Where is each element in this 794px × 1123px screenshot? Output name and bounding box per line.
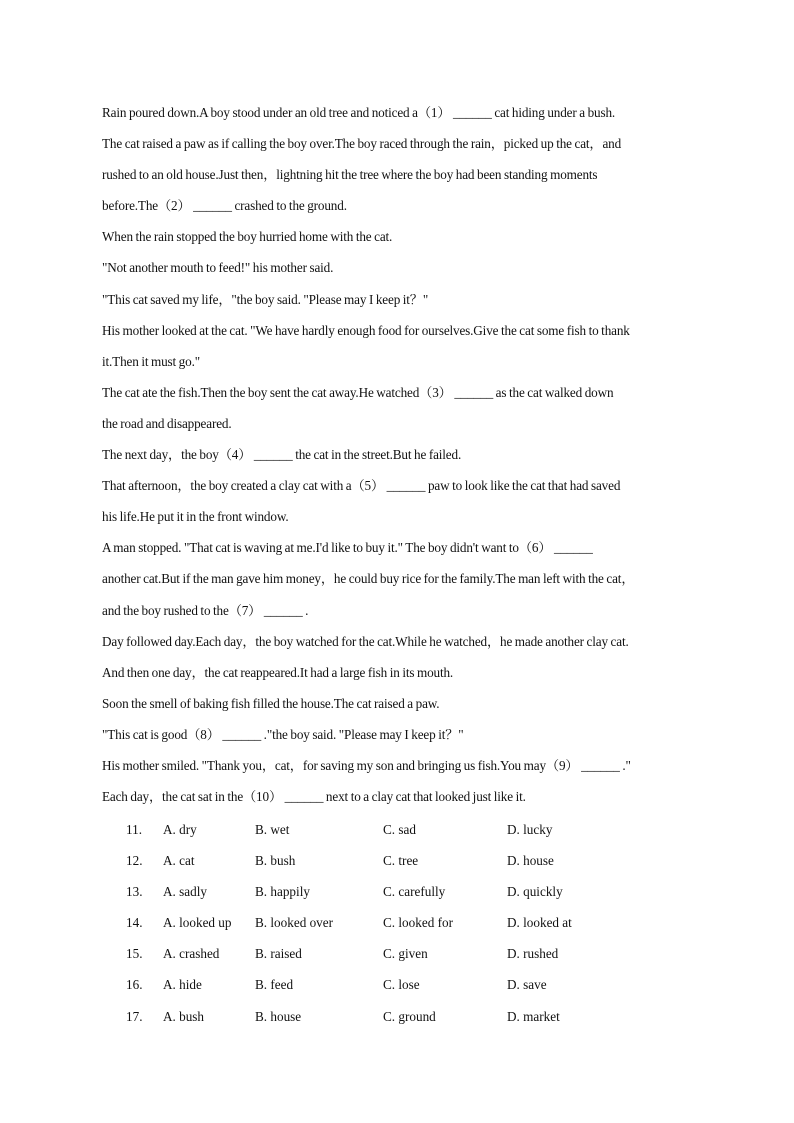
passage-line: his life.He put it in the front window. [102, 509, 289, 525]
passage-line: before.The（2） ______ crashed to the ground. [102, 198, 347, 214]
passage-line: Day followed day.Each day，the boy watched for the cat.While he watched，he made another clay cat. [102, 633, 629, 649]
question-row [126, 850, 726, 881]
option-a: A. sadly [163, 884, 207, 900]
question-number: 16. [126, 977, 143, 993]
question-number: 14. [126, 915, 143, 931]
option-a: A. bush [163, 1008, 205, 1024]
option-c: C. lose [383, 977, 420, 993]
question-number: 12. [126, 853, 143, 869]
passage-line: Soon the smell of baking fish filled the house.The cat raised a paw. [102, 695, 440, 711]
option-b: B. feed [255, 977, 294, 993]
option-c: C. sad [383, 822, 416, 837]
passage-line: Each day，the cat sat in the（10） ______ next to a clay cat that looked just like it. [102, 789, 526, 805]
passage-line: When the rain stopped the boy hurried home with the cat. [102, 229, 393, 245]
option-c: C. ground [383, 1008, 436, 1024]
option-b: B. looked over [255, 915, 334, 931]
option-b: B. wet [255, 822, 290, 837]
question-number: 17. [126, 1008, 143, 1024]
passage-line: His mother smiled. "Thank you，cat，for saving my son and bringing us fish.You may（9） ______ ." [102, 757, 631, 773]
option-d: D. rushed [507, 946, 559, 962]
passage-line: Rain poured down.A boy stood under an old tree and noticed a（1） ______ cat hiding under a bush. [102, 105, 616, 120]
option-a: A. looked up [163, 915, 232, 931]
passage-line: "This cat saved my life，"the boy said. "Please may I keep it？" [102, 291, 429, 307]
question-row [126, 943, 726, 974]
option-a: A. cat [163, 853, 195, 869]
option-d: D. quickly [507, 884, 563, 900]
question-row [126, 974, 726, 1005]
question-row [126, 819, 726, 850]
passage-line: the road and disappeared. [102, 415, 232, 431]
passage-line: And then one day，the cat reappeared.It had a large fish in its mouth. [102, 664, 454, 680]
passage-line: and the boy rushed to the（7） ______ . [102, 602, 309, 618]
passage-line: His mother looked at the cat. "We have hardly enough food for ourselves.Give the cat some fish to thank [102, 322, 630, 338]
option-d: D. looked at [507, 915, 572, 931]
passage-line: rushed to an old house.Just then，lightning hit the tree where the boy had been standing moments [102, 167, 598, 183]
reading-passage [102, 102, 712, 817]
option-d: D. house [507, 853, 554, 869]
passage-line: "Not another mouth to feed!" his mother said. [102, 260, 334, 276]
option-c: C. carefully [383, 884, 446, 900]
option-a: A. crashed [163, 946, 220, 962]
option-b: B. house [255, 1008, 302, 1024]
passage-line: "This cat is good（8） ______ ."the boy said. "Please may I keep it？" [102, 726, 464, 742]
passage-line: The cat ate the fish.Then the boy sent the cat away.He watched（3） ______ as the cat walked down [102, 384, 614, 400]
question-number: 13. [126, 884, 143, 900]
option-c: C. tree [383, 853, 419, 869]
option-d: D. lucky [507, 822, 553, 837]
option-d: D. save [507, 977, 547, 993]
question-number: 15. [126, 946, 143, 962]
option-c: C. looked for [383, 915, 453, 931]
option-d: D. market [507, 1008, 560, 1024]
question-row [126, 1006, 726, 1037]
multiple-choice-options [126, 819, 726, 1037]
passage-line: The cat raised a paw as if calling the boy over.The boy raced through the rain，picked up the cat，and [102, 136, 622, 152]
option-a: A. hide [163, 977, 202, 993]
passage-line: another cat.But if the man gave him money，he could buy rice for the family.The man left with the cat， [102, 571, 635, 587]
passage-line: The next day，the boy（4） ______ the cat in the street.But he failed. [102, 447, 462, 463]
passage-line: That afternoon，the boy created a clay cat with a（5） ______ paw to look like the cat that had saved [102, 478, 621, 494]
option-b: B. happily [255, 884, 310, 900]
option-c: C. given [383, 946, 428, 962]
question-row [126, 881, 726, 912]
passage-line: it.Then it must go." [102, 353, 200, 369]
question-row [126, 912, 726, 943]
option-a: A. dry [163, 822, 197, 837]
option-b: B. bush [255, 853, 296, 869]
passage-line: A man stopped. "That cat is waving at me.I'd like to buy it." The boy didn't want to（6） ______ [102, 540, 593, 556]
question-number: 11. [126, 822, 142, 837]
option-b: B. raised [255, 946, 302, 962]
